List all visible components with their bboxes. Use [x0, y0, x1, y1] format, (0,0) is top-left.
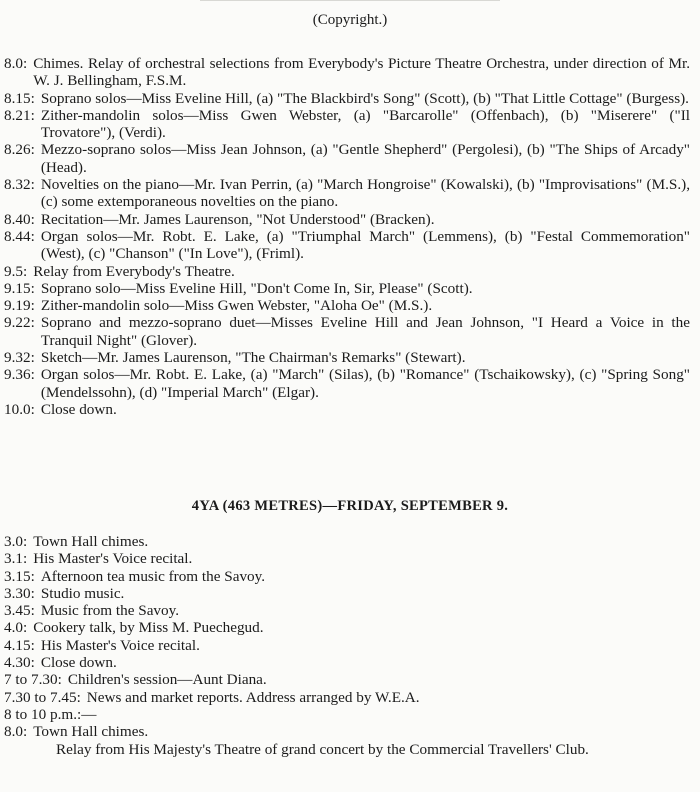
programme-entry [4, 263, 690, 280]
programme-entry [4, 55, 690, 90]
entry-text: Cookery talk, by Miss M. Puechegud. [33, 619, 264, 637]
entry-text: Soprano solos—Miss Eveline Hill, (a) "The Blackbird's Song" (Scott), (b) "That Little Cottage" (Burgess). [40, 89, 689, 107]
entry-time: 8.40: [4, 210, 35, 228]
entry-time: 9.36: [4, 366, 35, 384]
entry-time: 8.21: [4, 106, 35, 124]
entry-time: 8.15: [4, 89, 35, 107]
entry-text: Children's session—Aunt Diana. [67, 671, 267, 689]
entry-text: Close down. [40, 400, 117, 418]
programme-entry [4, 689, 690, 706]
entry-text: Music from the Savoy. [40, 602, 180, 620]
entry-time: 3.1: [4, 550, 28, 568]
entry-time: 9.15: [4, 279, 35, 297]
programme-4ya [4, 533, 690, 758]
entry-text: Organ solos—Mr. Robt. E. Lake, (a) "Triumphal March" (Lemmens), (b) "Festal Commemoration" (West), (c) "Chanson" ("In Love"), (Friml). [40, 227, 690, 263]
entry-time: 8.44: [4, 227, 35, 245]
programme-entry [4, 314, 690, 349]
entry-text: His Master's Voice recital. [33, 550, 193, 568]
programme-entry [4, 671, 690, 688]
entry-text: Organ solos—Mr. Robt. E. Lake, (a) "March" (Silas), (b) "Romance" (Tschaikowsky), (c) "Spring Song" (Mendelssohn), (d) "Imperial March" (Elgar). [40, 366, 690, 401]
entry-time: 3.45: [4, 602, 35, 620]
programme-entry [4, 297, 690, 314]
programme-entry [4, 602, 690, 619]
entry-time: 8.0: [4, 55, 28, 72]
entry-time: 7 to 7.30: [4, 671, 62, 689]
entry-time: 4.15: [4, 636, 35, 654]
entry-text: Studio music. [40, 584, 125, 602]
programme-entry [4, 280, 690, 297]
programme-entry [4, 533, 690, 550]
entry-time: 9.19: [4, 297, 35, 315]
entry-time: 9.22: [4, 314, 35, 332]
entry-time: 8.32: [4, 176, 35, 194]
entry-text: Close down. [40, 654, 117, 672]
programme-entry [4, 366, 690, 401]
entry-text: Town Hall chimes. [33, 533, 149, 550]
entry-text: News and market reports. Address arranged by W.E.A. [86, 688, 420, 706]
entry-time: 4.30: [4, 654, 35, 672]
entry-text: Sketch—Mr. James Laurenson, "The Chairman's Remarks" (Stewart). [40, 349, 466, 367]
entry-time: 10.0: [4, 400, 35, 418]
entry-text: Soprano and mezzo-soprano duet—Misses Eveline Hill and Jean Johnson, "I Heard a Voice in the Tranquil Night" (Glover). [40, 314, 690, 349]
programme-entry [4, 585, 690, 602]
programme-entry [4, 550, 690, 567]
programme-entry [4, 349, 690, 366]
programme-entry [4, 654, 690, 671]
entry-time: 4.0: [4, 619, 28, 637]
entry-text: Zither-mandolin solo—Miss Gwen Webster, "Aloha Oe" (M.S.). [40, 297, 433, 315]
programme-entry [4, 228, 690, 263]
entry-time: 8.26: [4, 141, 35, 159]
entry-text: Chimes. Relay of orchestral selections from Everybody's Picture Theatre Orchestra, under direction of Mr. W. J. Bellingham, F.S.M. [33, 55, 690, 90]
copyright-notice: (Copyright.) [312, 12, 388, 28]
entry-time: 9.32: [4, 349, 35, 367]
entry-time: 3.15: [4, 567, 35, 585]
entry-time: 8 to 10 p.m.:— [4, 705, 97, 723]
entry-text: Soprano solo—Miss Eveline Hill, "Don't Come In, Sir, Please" (Scott). [40, 279, 473, 297]
programme-entry [4, 723, 690, 740]
programme-entry [4, 211, 690, 228]
entry-text: Zither-mandolin solos—Miss Gwen Webster, (a) "Barcarolle" (Offenbach), (b) "Miserere" ("Il Trovatore"), (Verdi). [40, 106, 690, 142]
entry-time: 3.0: [4, 533, 28, 550]
station-heading: 4YA (463 METRES)—FRIDAY, SEPTEMBER 9. [191, 498, 509, 514]
entry-text: Recitation—Mr. James Laurenson, "Not Understood" (Bracken). [40, 210, 435, 228]
programme-entry [4, 568, 690, 585]
entry-text: His Master's Voice recital. [40, 636, 200, 654]
entry-text: Town Hall chimes. [33, 723, 149, 741]
programme-entry [4, 90, 690, 107]
final-note: Relay from His Majesty's Theatre of grand concert by the Commercial Travellers' Club. [56, 740, 589, 758]
programme-entry [4, 141, 690, 176]
programme-entry [4, 637, 690, 654]
programme-entry [4, 107, 690, 142]
entry-time: 8.0: [4, 723, 28, 741]
programme-entry [4, 706, 690, 723]
entry-time: 3.30: [4, 584, 35, 602]
entry-time: 7.30 to 7.45: [4, 688, 81, 706]
programme-first-station [4, 55, 690, 418]
entry-time: 9.5: [4, 262, 28, 280]
entry-text: Novelties on the piano—Mr. Ivan Perrin, (a) "March Hongroise" (Kowalski), (b) "Improvisations" (M.S.), (c) some extemporaneous novelties on the piano. [40, 176, 690, 211]
entry-text: Relay from Everybody's Theatre. [33, 262, 235, 280]
programme-entry [4, 176, 690, 211]
entry-text: Mezzo-soprano solos—Miss Jean Johnson, (a) "Gentle Shepherd" (Pergolesi), (b) "The Ships of Arcady" (Head). [40, 141, 690, 176]
programme-entry [4, 619, 690, 636]
top-rule [200, 0, 500, 1]
programme-entry [4, 401, 690, 418]
entry-text: Afternoon tea music from the Savoy. [40, 567, 266, 585]
